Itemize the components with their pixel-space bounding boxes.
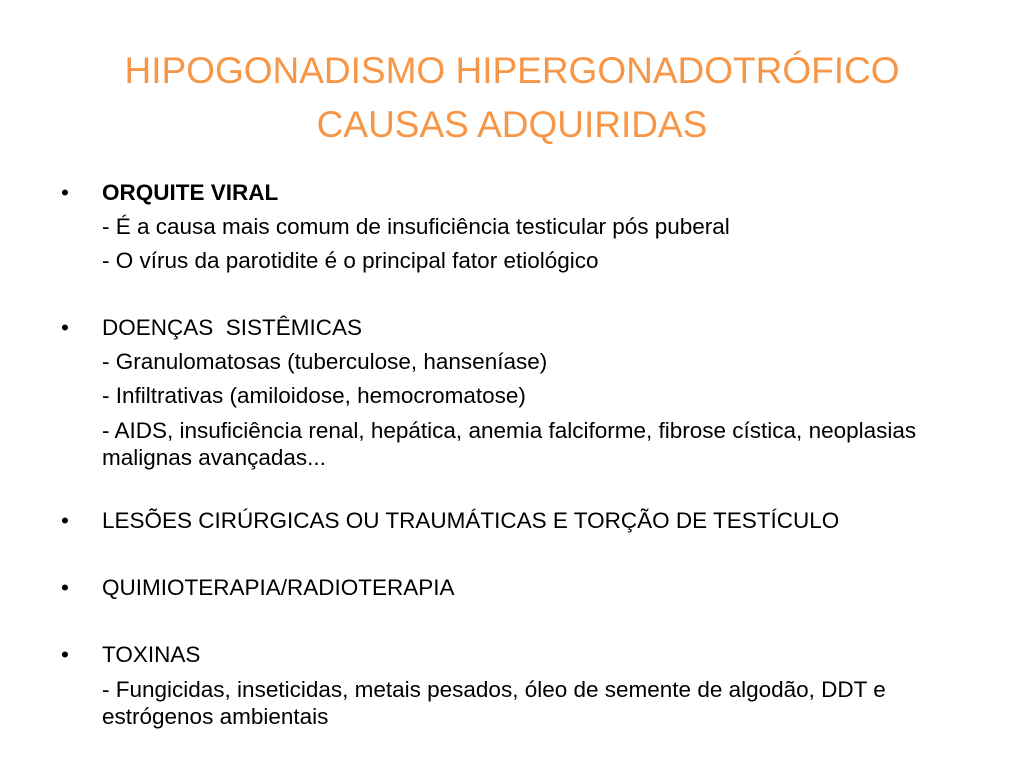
bullet-orquite-viral (60, 176, 960, 278)
title-line-2: CAUSAS ADQUIRIDAS (316, 104, 708, 145)
slide-title (0, 44, 1024, 152)
sub-item: - Infiltrativas (amiloidose, hemocromatose) (102, 383, 526, 408)
bullet-dot-icon: • (61, 315, 69, 340)
bullet-toxinas (60, 638, 960, 730)
bullet-doencas-sistemicas (60, 311, 960, 471)
bullet-list (60, 176, 960, 730)
bullet-lesoes-cirurgicas (60, 504, 960, 538)
bullet-dot-icon: • (61, 180, 69, 205)
bullet-dot-icon: • (61, 508, 69, 533)
bullet-heading: DOENÇAS SISTÊMICAS (102, 315, 363, 340)
sub-item: - Granulomatosas (tuberculose, hanseníase) (102, 349, 548, 374)
bullet-heading: LESÕES CIRÚRGICAS OU TRAUMÁTICAS E TORÇÃO DE TESTÍCULO (102, 508, 840, 533)
bullet-dot-icon: • (61, 575, 69, 600)
bullet-heading: ORQUITE VIRAL (102, 180, 279, 205)
sub-item: - Fungicidas, inseticidas, metais pesados, óleo de semente de algodão, DDT e estrógenos ambientais (102, 677, 886, 729)
bullet-dot-icon: • (61, 642, 69, 667)
bullet-heading: TOXINAS (102, 642, 201, 667)
sub-item: - O vírus da parotidite é o principal fator etiológico (102, 248, 599, 273)
title-line-1: HIPOGONADISMO HIPERGONADOTRÓFICO (124, 50, 900, 91)
sub-item: - É a causa mais comum de insuficiência testicular pós puberal (102, 214, 730, 239)
bullet-heading: QUIMIOTERAPIA/RADIOTERAPIA (102, 575, 455, 600)
bullet-quimioterapia (60, 571, 960, 605)
sub-item: - AIDS, insuficiência renal, hepática, anemia falciforme, fibrose cística, neoplasias malignas avançadas... (102, 418, 917, 470)
